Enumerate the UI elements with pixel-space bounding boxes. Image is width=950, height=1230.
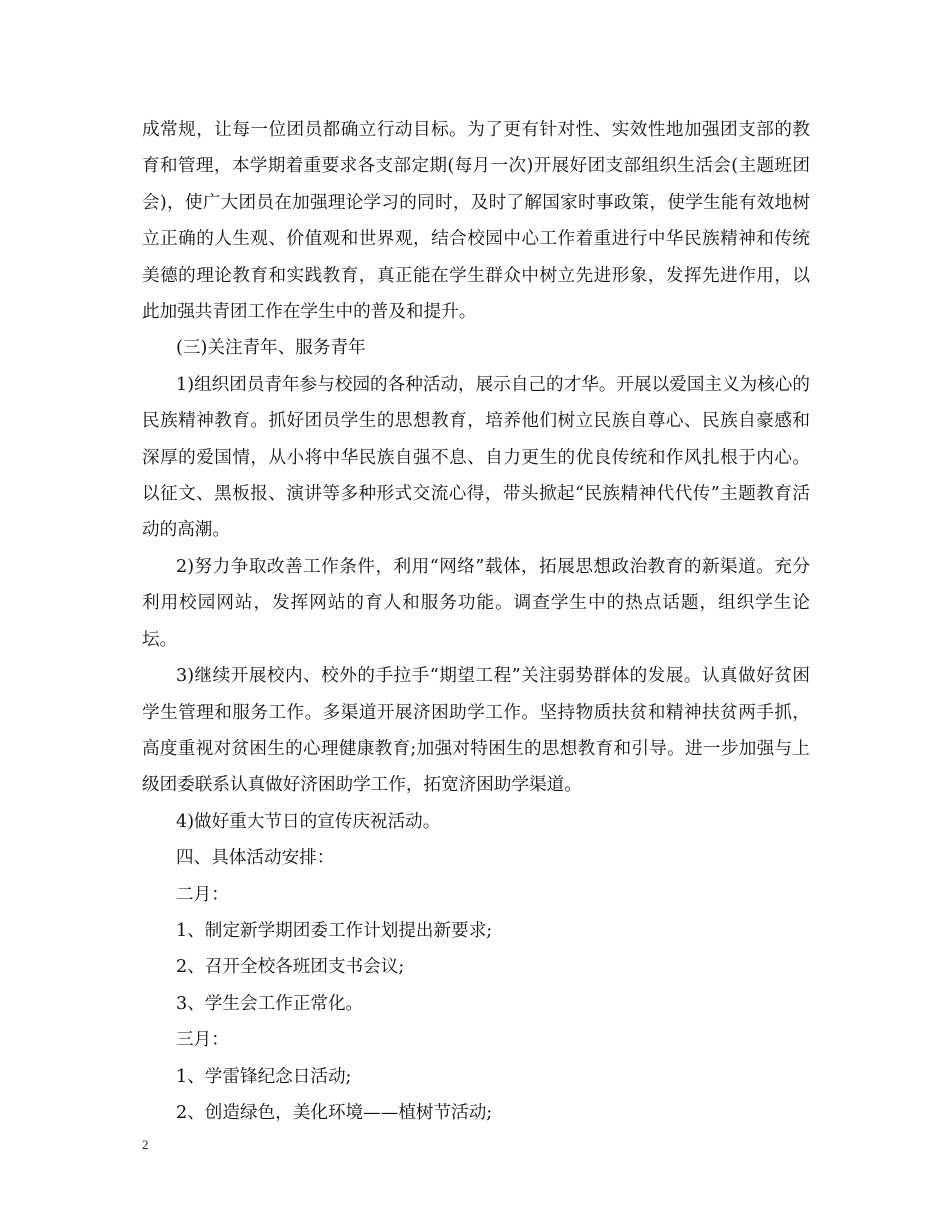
list-item: 3、学生会工作正常化。 bbox=[176, 993, 364, 1014]
month-heading: 三月： bbox=[176, 1030, 229, 1051]
list-item: 2、召开全校各班团支书会议; bbox=[176, 957, 405, 978]
paragraph: 3)继续开展校内、校外的手拉手“期望工程”关注弱势群体的发展。认真做好贫困学生管理和服务工作。多渠道开展济困助学工作。坚持物质扶贫和精神扶贫两手抓，高度重视对贫困生的心理健康教育;加强对特困生的思想教育和引导。进一步加强与上级团委联系认真做好济困助学工作，拓宽济困助学渠道。 bbox=[142, 666, 810, 796]
list-item: 2、创造绿色，美化环境——植树节活动; bbox=[176, 1102, 493, 1123]
month-heading: 二月： bbox=[176, 884, 229, 905]
document-body bbox=[142, 112, 810, 1131]
paragraph: 成常规，让每一位团员都确立行动目标。为了更有针对性、实效性地加强团支部的教育和管理，本学期着重要求各支部定期(每月一次)开展好团支部组织生活会(主题班团会)，使广大团员在加强理论学习的同时，及时了解国家时事政策，使学生能有效地树立正确的人生观、价值观和世界观，结合校园中心工作着重进行中华民族精神和传统美德的理论教育和实践教育，真正能在学生群众中树立先进形象，发挥先进作用，以此加强共青团工作在学生中的普及和提升。 bbox=[142, 120, 810, 323]
section-heading: 四、具体活动安排： bbox=[176, 848, 335, 869]
paragraph: 2)努力争取改善工作条件，利用“网络”载体，拓展思想政治教育的新渠道。充分利用校园网站，发挥网站的育人和服务功能。调查学生中的热点话题，组织学生论坛。 bbox=[142, 556, 810, 650]
page-number: 2 bbox=[142, 1137, 149, 1152]
paragraph: 1)组织团员青年参与校园的各种活动，展示自己的才华。开展以爱国主义为核心的民族精神教育。抓好团员学生的思想教育，培养他们树立民族自尊心、民族自豪感和深厚的爱国情，从小将中华民族自强不息、自力更生的优良传统和作风扎根于内心。以征文、黑板报、演讲等多种形式交流心得，带头掀起“民族精神代代传”主题教育活动的高潮。 bbox=[142, 374, 810, 541]
section-heading: (三)关注青年、服务青年 bbox=[176, 338, 366, 359]
list-item: 1、学雷锋纪念日活动; bbox=[176, 1066, 352, 1087]
paragraph: 4)做好重大节日的宣传庆祝活动。 bbox=[176, 811, 441, 832]
list-item: 1、制定新学期团委工作计划提出新要求; bbox=[176, 920, 493, 941]
